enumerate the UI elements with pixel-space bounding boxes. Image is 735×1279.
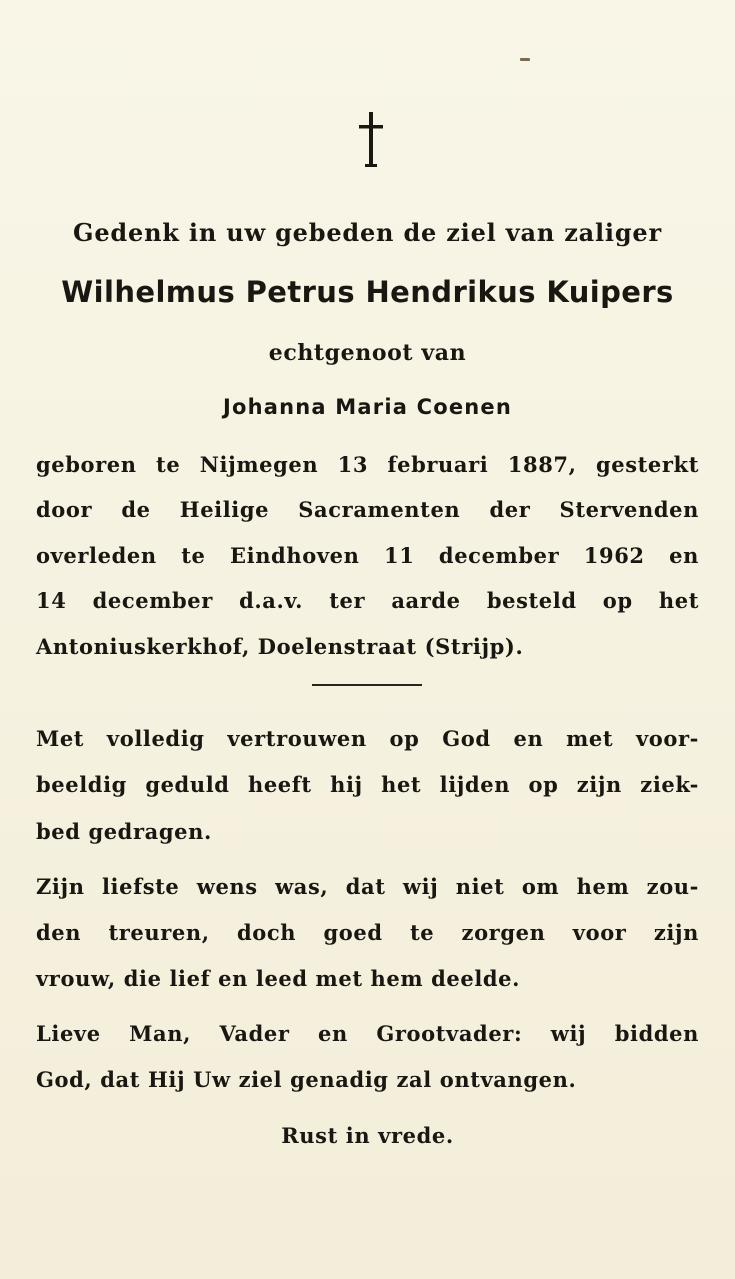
paragraph-2-line-2: den treuren, doch goed te zorgen voor zijn xyxy=(36,920,699,945)
relation-line: echtgenoot van xyxy=(268,340,467,366)
closing-line: Rust in vrede. xyxy=(281,1123,454,1148)
paragraph-2-line-1: Zijn liefste wens was, dat wij niet om hem zou- xyxy=(36,874,699,899)
deceased-name: Wilhelmus Petrus Hendrikus Kuipers xyxy=(61,275,674,309)
biography-line-2: door de Heilige Sacramenten der Stervenden xyxy=(36,497,699,522)
print-speck xyxy=(520,58,530,61)
paragraph-3-line-1: Lieve Man, Vader en Grootvader: wij bidden xyxy=(36,1021,699,1046)
biography-line-5: Antoniuskerkhof, Doelenstraat (Strijp). xyxy=(36,634,524,659)
cross-icon xyxy=(356,110,386,168)
biography-line-4: 14 december d.a.v. ter aarde besteld op het xyxy=(36,588,699,613)
biography-line-1: geboren te Nijmegen 13 februari 1887, gesterkt xyxy=(36,452,699,477)
paragraph-3-line-2: God, dat Hij Uw ziel genadig zal ontvangen. xyxy=(36,1067,577,1092)
paragraph-2-line-3: vrouw, die lief en leed met hem deelde. xyxy=(36,966,521,991)
spouse-name: Johanna Maria Coenen xyxy=(222,395,513,419)
paragraph-1-line-3: bed gedragen. xyxy=(36,819,212,844)
biography-line-3: overleden te Eindhoven 11 december 1962 en xyxy=(36,543,699,568)
section-divider xyxy=(312,684,422,686)
paragraph-1-line-2: beeldig geduld heeft hij het lijden op zijn ziek- xyxy=(36,772,699,797)
intro-line: Gedenk in uw gebeden de ziel van zaliger xyxy=(73,218,662,247)
paragraph-1-line-1: Met volledig vertrouwen op God en met voor- xyxy=(36,726,699,751)
